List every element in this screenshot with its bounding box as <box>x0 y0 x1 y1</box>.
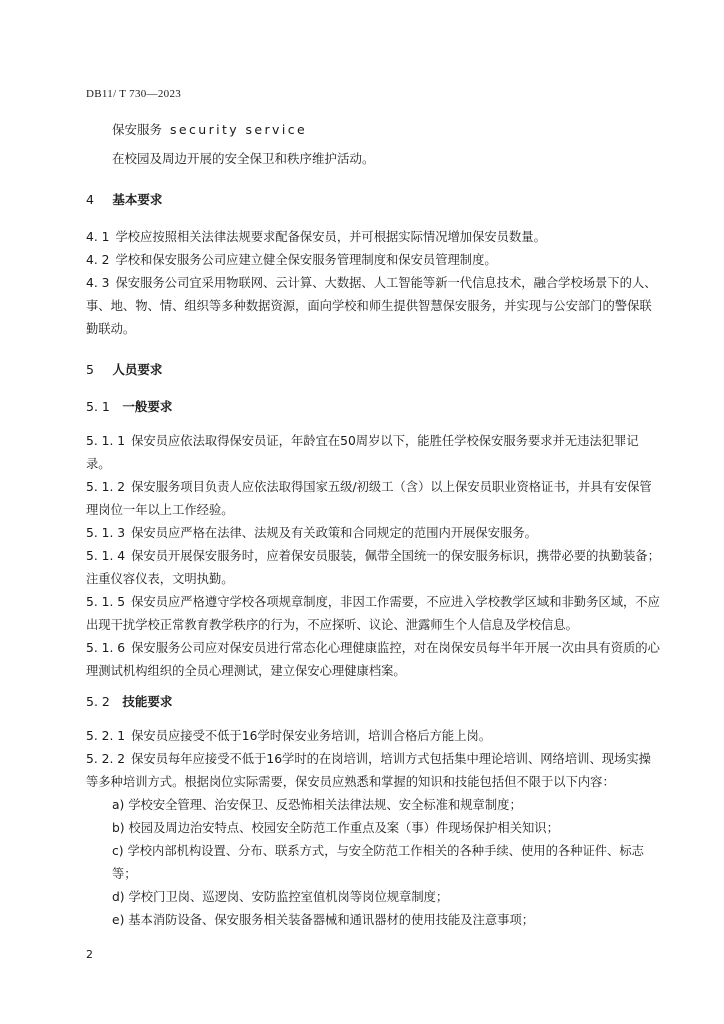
doc-code-header: DB11/ T 730—2023 <box>86 88 182 100</box>
list-item-a: a) 学校安全管理、治安保卫、反恐怖相关法律法规、安全标准和规章制度； <box>112 798 522 812</box>
list-item-d: d) 学校门卫岗、巡逻岗、安防监控室值机岗等岗位规章制度； <box>112 890 449 904</box>
term-zh: 保安服务 <box>112 122 163 137</box>
section-title: 人员要求 <box>112 362 163 377</box>
clause-5-1-4: 5. 1. 4 保安员开展保安服务时，应着保安员服装，佩带全国统一的保安服务标识，携带必要的执勤装备；注重仪容仪表，文明执勤。 <box>86 549 660 586</box>
clause-5-1-5: 5. 1. 5 保安员应严格遵守学校各项规章制度，非因工作需要，不应进入学校教学区域和非勤务区域，不应出现干扰学校正常教育教学秩序的行为，不应探听、议论、泄露师生个人信息及学校信息。 <box>86 595 660 632</box>
list-item-c: c) 学校内部机构设置、分布、联系方式，与安全防范工作相关的各种手续、使用的各种证件、标志等； <box>112 844 644 881</box>
section-number: 4 <box>86 192 94 207</box>
clause-5-2-2: 5. 2. 2 保安员每年应接受不低于16学时的在岗培训，培训方式包括集中理论培训、网络培训、现场实操等多种培训方式。根据岗位实际需要，保安员应熟悉和掌握的知识和技能包括但不限于以下内容： <box>86 752 651 789</box>
list-item-b: b) 校园及周边治安特点、校园安全防范工作重点及案（事）件现场保护相关知识； <box>112 821 559 835</box>
clause-5-1-6: 5. 1. 6 保安服务公司应对保安员进行常态化心理健康监控，对在岗保安员每半年开展一次由具有资质的心理测试机构组织的全员心理测试，建立保安心理健康档案。 <box>86 641 660 678</box>
section-5-heading <box>86 360 162 378</box>
section-5-1-heading <box>86 397 172 415</box>
section-5-2-heading <box>86 692 172 710</box>
section-number: 5 <box>86 362 94 377</box>
clause-5-1-1: 5. 1. 1 保安员应依法取得保安员证，年龄宜在50周岁以下，能胜任学校保安服务要求并无违法犯罪记录。 <box>86 434 639 471</box>
clause-4-3: 4. 3 保安服务公司宜采用物联网、云计算、大数据、人工智能等新一代信息技术，融合学校场景下的人、事、地、物、情、组织等多种数据资源，面向学校和师生提供智慧保安服务，并实现与公安部门的警保联勤联动。 <box>86 276 657 336</box>
clause-5-1-2: 5. 1. 2 保安服务项目负责人应依法取得国家五级/初级工（含）以上保安员职业资格证书，并具有安保管理岗位一年以上工作经验。 <box>86 480 652 517</box>
page-number: 2 <box>86 948 93 961</box>
clause-5-2-1: 5. 2. 1 保安员应接受不低于16学时保安业务培训，培训合格后方能上岗。 <box>86 729 492 743</box>
term-definition: 在校园及周边开展的安全保卫和秩序维护活动。 <box>112 151 375 166</box>
clause-5-1-3: 5. 1. 3 保安员应严格在法律、法规及有关政策和合同规定的范围内开展保安服务。 <box>86 526 537 540</box>
section-number: 5. 1 <box>86 399 110 414</box>
section-title: 基本要求 <box>112 192 163 207</box>
term-entry <box>112 120 307 138</box>
section-number: 5. 2 <box>86 694 110 709</box>
list-item-e: e) 基本消防设备、保安服务相关装备器械和通讯器材的使用技能及注意事项； <box>112 913 535 927</box>
clause-4-1: 4. 1 学校应按照相关法律法规要求配备保安员，并可根据实际情况增加保安员数量。 <box>86 230 546 244</box>
section-title: 技能要求 <box>122 694 173 709</box>
clause-4-2: 4. 2 学校和保安服务公司应建立健全保安服务管理制度和保安员管理制度。 <box>86 253 497 267</box>
section-4-heading <box>86 190 162 208</box>
section-title: 一般要求 <box>122 399 173 414</box>
term-en: security service <box>170 122 308 137</box>
